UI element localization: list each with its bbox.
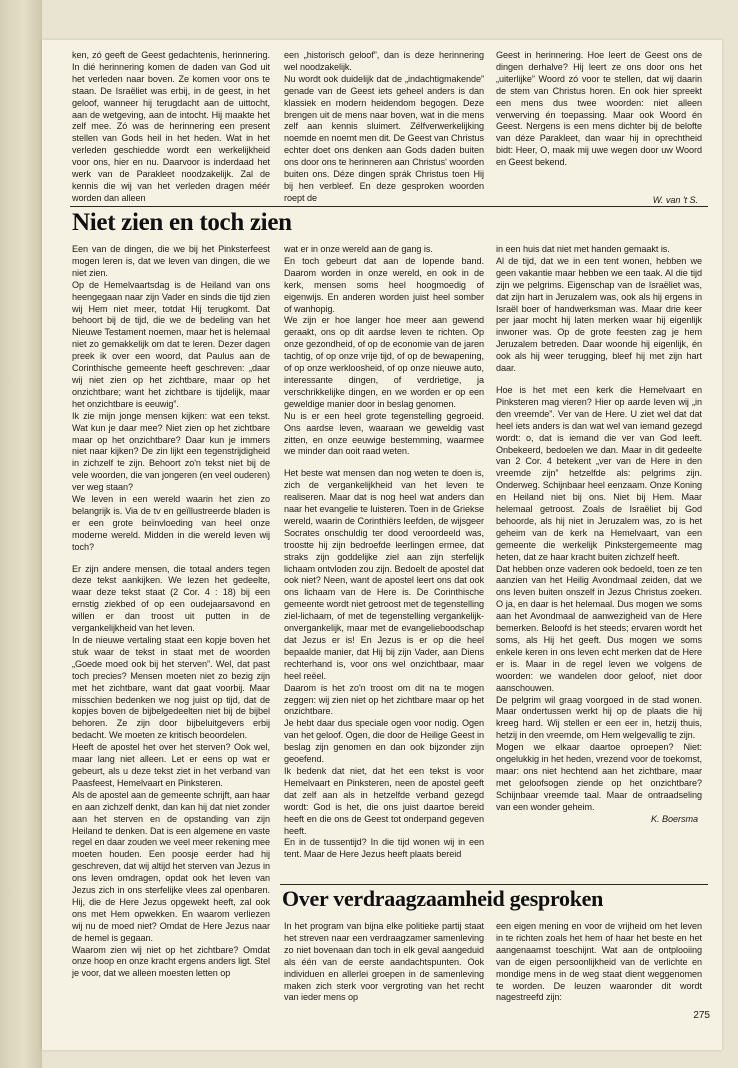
section-divider	[70, 206, 708, 207]
paragraph: Er zijn andere mensen, die totaal anders tegen deze tekst aankijken. We lezen het gedeelte, waar deze tekst staat (2 Cor. 4 : 18) bij een ernstig ziekbed of op een oudejaarsavond en willen er dan troost uit putten in de vergankelijkheid van het leven.	[72, 563, 270, 634]
article2-col-2	[284, 921, 484, 1004]
paragraph: Al de tijd, dat we in een tent wonen, hebben we geen vakantie maar hebben we een taak. Al die tijd zijn we pelgrims. Eigenschap van de Israëliet was, dat zijn hart in Jeruzalem was, ook als hij ergens in Israël boer of handwerksman was. Maar drie keer per jaar mocht hij laten merken waar hij eigenlijk inwoner was. Op de grote feesten zag je hem Jeruzalem betreden. Daar woonde hij eigenlijk, én ook als hij weer terugging, bleef hij met zijn hart daar.	[496, 255, 702, 374]
signature: W. van 't S.	[652, 195, 698, 206]
paragraph: een eigen mening en voor de vrijheid om het leven in te richten zoals het hem of haar het beste en het aangenaamst toeschijnt. Wat aan de ontplooiing van de eigen persoonlijkheid van de verlichte en mondige mens in de weg staat dient weggenomen te worden. De leuzen waaronder dit wordt nagestreefd zijn:	[496, 921, 702, 1003]
signature: K. Boersma	[650, 813, 698, 824]
paragraph: De pelgrim wil graag voorgoed in de stad wonen. Maar ondertussen werkt hij op de plaats die hij kreeg hard. Wij stellen er een eer in, hetzij thuis, hetzij in den vreemde, om Hem welgevallig te zijn.	[496, 694, 702, 741]
paragraph: in een huis dat niet met handen gemaakt is.	[496, 244, 670, 254]
paragraph: We leven in een wereld waarin het zien zo belangrijk is. Via de tv en geïllustreerde bladen is er een grote beïnvloeding van heel onze moderne wereld. Midden in die wereld leven wij toch?	[72, 494, 270, 552]
article1-col-2	[284, 244, 484, 861]
paragraph-gap	[496, 375, 702, 385]
paragraph: En toch gebeurt dat aan de lopende band. Daarom worden in onze wereld, en ook in de kerk, mensen soms heel hoogmoedig of eigenwijs. En anderen worden juist heel somber of wanhopig.	[284, 255, 484, 314]
top-col-3	[496, 50, 702, 207]
page-number: 275	[693, 1010, 710, 1021]
paragraph: Nu is er een heel grote tegenstelling gegroeid. Ons aardse leven, waaraan we geweldig vast zitten, en onze eeuwige bestemming, waarmee we minder dan ooit raad weten.	[284, 410, 484, 457]
paragraph: Nu wordt ook duidelijk dat de „indachtigmakende” genade van de Geest iets geheel anders is dan klassiek en modern heidendom begogen. Deze brengen uit de mens naar boven, wat in die mens zelf aan kennis sluimert. Zélfverwerkelijking noemde en noemt men dit. De Geest van Christus echter doet ons denken aan Gods daden buiten ons door ons te herinneren aan Christus' woorden buiten ons. Déze dingen sprák Christus toen Hij bij hen verbleef. En deze gesproken woorden roept de	[284, 73, 484, 203]
paragraph: Mogen we elkaar daartoe oproepen? Niet: ongelukkig in het heden, vrezend voor de toekomst, maar: ons niet hechtend aan het zichtbare, maar met geloofsogen ziende op het onzichtbare? Schijnbaar vreemde taal. Maar de ontraadseling van een wonder geheim.	[496, 742, 702, 812]
article-title: Niet zien en toch zien	[72, 209, 292, 236]
paragraph: En in de tussentijd? In die tijd wonen wij in een tent. Maar de Here Jezus heeft plaats bereid	[284, 837, 484, 860]
paragraph: wat er in onze wereld aan de gang is.	[284, 244, 433, 254]
paragraph: Een van de dingen, die we bij het Pinksterfeest mogen leren is, dat we leven van dingen, die we niet zien.	[72, 244, 270, 278]
paragraph: Daarom is het zo'n troost om dit na te mogen zeggen: wij zien niet op het zichtbare maar op het onzichtbare.	[284, 682, 484, 717]
paragraph: Ik bedenk dat niet, dat het een tekst is voor Hemelvaart en Pinksteren, neen de apostel geeft dat zelf aan als in hetzelfde verband gezegd wordt: God is het, die ons juist daartoe bereid heeft en die ons de Geest tot onderpand gegeven heeft.	[284, 765, 484, 836]
paragraph: Waarom zien wij niet op het zichtbare? Omdat onze hoop en onze kracht ergens anders ligt. Stel je voor, dat we alleen moesten letten op	[72, 944, 270, 979]
paragraph: Geest in herinnering. Hoe leert de Geest ons de dingen derhalve? Hij leert ze ons door ons het „uiterlijke” Woord zó voor te stellen, dat wij daarin de stem van Christus horen. En ook hier spreekt een mens dus twee woorden: niet alleen verwerving én toepassing. Maar ook Woord én Geest. Nergens is een mens dichter bij de belofte van déze Parakleet, dan waar hij in oprechtheid bidt: Heer, O, maak mij uwe wegen door uw Woord en Geest bekend.	[496, 50, 702, 168]
article2-col-3	[496, 921, 702, 1004]
top-col-2	[284, 50, 484, 205]
paragraph: Het beste wat mensen dan nog weten te doen is, zich de vergankelijkheid van het leven te realiseren. Maar dat is nog heel wat anders dan naar het evangelie te luisteren. Toen in de Griekse wereld, waarin de Corinthiërs leefden, de wijsgeer Socrates onschuldig ter dood veroordeeld was, troostte hij zijn bedroefde leerlingen ermee, dat straks zijn goddelijke ziel aan zijn sterfelijk lichaam ontvloden zou zijn. Bedoelt de apostel dat ook niet? Neen, want de apostel leert ons dat ook ons lichaam van de Here is. De Corinthische gemeente wordt niet getroost met de tegenstelling ziel-lichaam, of met de tegenstelling vergankelijk-onvergankelijk, maar met de evangelieboodschap dat Jezus er is! En Jezus is er op die heel bepaalde manier, dat Hij bij zijn Vader, aan Diens rechterhand is, voor ons wel onzichtbaar, maar heel reëel.	[284, 468, 484, 681]
section-divider	[280, 884, 708, 885]
paragraph: een „historisch geloof”, dan is deze herinnering wel noodzakelijk.	[284, 50, 484, 72]
paragraph: Op de Hemelvaartsdag is de Heiland van ons heengegaan naar zijn Vader en sinds die tijd zien wij Hem niet meer, totdat Hij terugkomt. Dat behoort bij de tijd, die we de bedeling van het Nieuwe Testament noemen, maar het is helemaal niet zo gemakkelijk om dat te leren. Dezer dagen preek ik over een woord, dat Paulus aan de Corinthische gemeente heeft geschreven: „daar wij niet zien op het zichtbare, maar op het onzichtbare; want het zichtbare is tijdelijk, maar het onzichtbare is eeuwig”.	[72, 279, 270, 409]
book-spine	[0, 0, 42, 1068]
paragraph: ken, zó geeft de Geest gedachtenis, herinnering. In dié herinnering komen de daden van God uit het verleden naar boven. Ze komen voor ons te staan. De Israëliet was erbij, in de geest, in het geloof, wanneer hij terugdacht aan de uittocht, aan de wetgeving, aan de intocht. Hij maakte het zelf mee. Zó was de herinnering een present stellen van Gods heil in het heden. Wat in het verleden geschiedde wordt een werkelijkheid voor ons, hier en nu. Daarvoor is inderdaad het werk van de Parakleet noodzakelijk. Zal de kennis die wij van het verleden dragen méér worden dan alleen	[72, 50, 270, 203]
paragraph: Dat hebben onze vaderen ook bedoeld, toen ze ten aanzien van het Heilig Avondmaal zeiden, dat we ons leven buiten onszelf in Jezus Christus zoeken. O ja, en daar is het helemaal. Dus mogen we soms aan het Avondmaal de aanwezigheid van de Here bemerken. Beloofd is het steeds; ervaren wordt het soms, als Hij het geeft. Dus mogen we soms enkele keren in ons leven echt merken dat de Here er is. Maar in de regel leven we volgens de woorden: we wandelen door geloof, niet door aanschouwen.	[496, 563, 702, 693]
article1-col-1	[72, 244, 270, 980]
paragraph: In het program van bijna elke politieke partij staat het streven naar een verdraagzamer samenleving zo niet bovenaan dan toch in elk geval aangeduid als één van de eerste aandachtspunten. Ook individuen en allerlei groepen in de samenleving maken zich sterk voor vergroting van het recht van ieder mens op	[284, 921, 484, 1003]
paragraph: Hoe is het met een kerk die Hemelvaart en Pinksteren mag vieren? Hier op aarde leven wij „in den vreemde”. Ver van de Here. U ziet wel dat dat heel iets anders is dan wat wel van iemand gezegd wordt: o, dat is iemand die ver van God leeft. Onbekeerd, bedoelen we dan. Maar in dit gedeelte van 2 Cor. 4 betekent „ver van de Here in den vreemde zijn” hetzelfde als: pelgrims zijn. Onderweg. Schijnbaar heel eenzaam. Onze Koning en Heiland niet bij ons. Niet bij Hem. Maar helemaal getroost. Zoals de Israëliet bij God behoorde, als hij niet in Jeruzalem was, zo is het geheim van de kerk na Hemelvaart, van een gemeente die werkelijk Pinkstergemeente mag heten, dat ze haar kracht buiten zichzelf heeft.	[496, 384, 702, 562]
paragraph: Heeft de apostel het over het sterven? Ook wel, maar lang niet alleen. Let er eens op wat er gebeurt, als u deze tekst ziet in het verband van Paasfeest, Hemelvaart en Pinksteren.	[72, 742, 270, 788]
paragraph: Als de apostel aan de gemeente schrijft, aan haar en aan zichzelf denkt, dan kan hij dat niet zonder aan het sterven en de opstanding van zijn Heiland te denken. Dat is een algemene en vaste regel en daar zouden we veel meer rekening mee moeten houden. Een poosje eerder had hij geschreven, dat wij altijd het sterven van Jezus in ons leven omdragen, opdat ook het leven van Jezus zich in ons sterfelijke vlees zal openbaren. Hij, die de Here Jezus opgewekt heeft, zal ook ons met Hem opwekken. En waarom verliezen wij nu de moed niet? Omdat de Here Jezus naar de hemel is gegaan.	[72, 789, 270, 943]
top-col-1	[72, 50, 270, 205]
article-title: Over verdraagzaamheid gesproken	[282, 886, 604, 911]
paragraph-gap	[72, 554, 270, 564]
article1-col-3	[496, 244, 702, 826]
paragraph: Ik zie mijn jonge mensen kijken: wat een tekst. Wat kun je daar mee? Niet zien op het zichtbare maar op het onzichtbare? Daar kun je immers niet naar kijken? De zin lijkt een tegenstrijdigheid in zichzelf te zijn. Behoort zo'n tekst niet bij de vele woorden, die van jongeren (en veel ouderen) ver weg staan?	[72, 410, 270, 493]
paragraph-gap	[284, 458, 484, 468]
paragraph: Je hebt daar dus speciale ogen voor nodig. Ogen van het geloof. Ogen, die door de Heilige Geest in beslag zijn genomen en dan ook bijzonder zijn geoefend.	[284, 718, 484, 765]
paragraph: We zijn er hoe langer hoe meer aan gewend geraakt, ons op dit aardse leven te richten. Op onze gezondheid, of op de economie van de jaren tachtig, of op onze vrije tijd, of op de bewapening, of op onze werkloosheid, of op onze nieuwe auto, interessante dingen, of verdrietige, ja verschrikkelijke dingen, en we worden er op een geweldige manier door in beslag genomen.	[284, 315, 484, 409]
paragraph: In de nieuwe vertaling staat een kopje boven het stuk waar de tekst in staat met de woorden „Goede moed ook bij het sterven”. Wel, dat past toch precies? Mensen moeten niet zo bezig zijn met het zichtbare, want dat gaat voorbij. Maar misschien bedenken we nog juist op tijd, dat de kopjes boven de bijbelgedeelten niet bij de bijbel behoren. Ze zijn door bijbeluitgevers erbij bedacht. We moeten ze kritisch beoordelen.	[72, 635, 270, 741]
